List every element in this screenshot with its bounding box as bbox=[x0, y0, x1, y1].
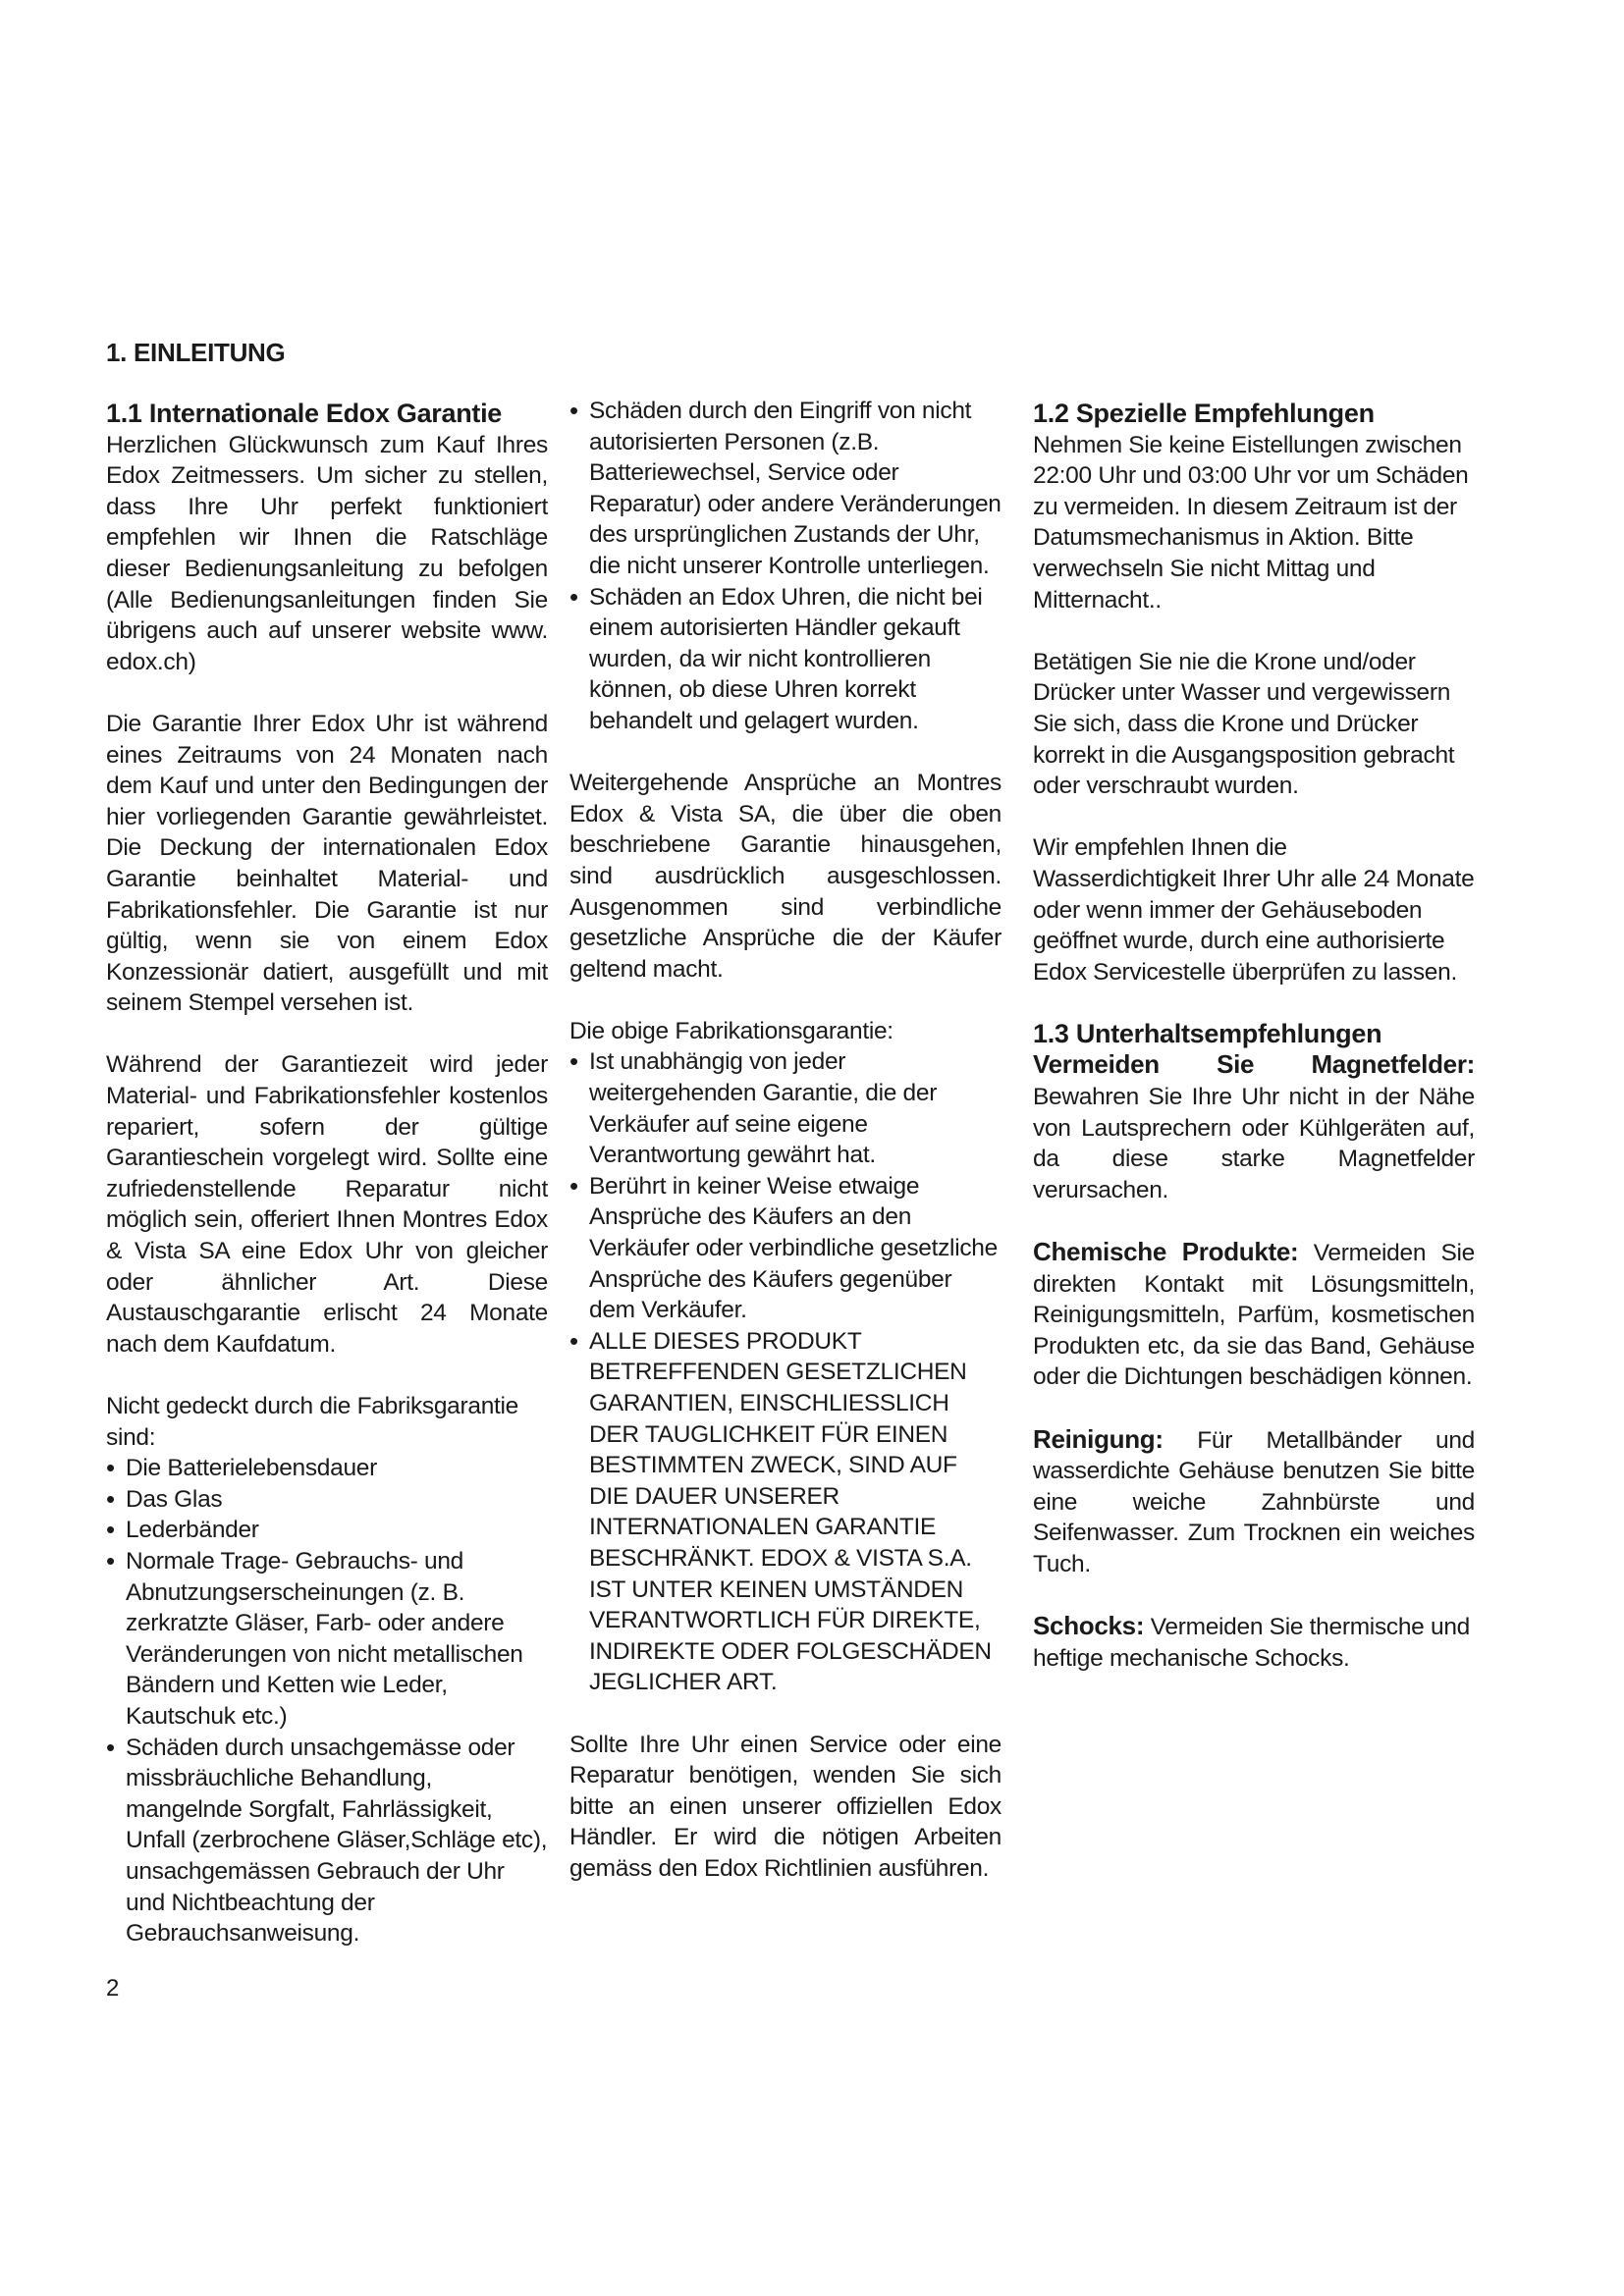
column-3 bbox=[1033, 399, 1475, 1674]
paragraph-water-resistance: Wir empfehlen Ihnen die Wasserdichtigkeit Ihrer Uhr alle 24 Monate oder wenn immer der Gehäuseboden geöffnet wurde, durch eine authorisierte Edox Servicestelle überprüfen zu lassen. bbox=[1033, 834, 1475, 986]
list-not-covered-continued bbox=[569, 396, 1001, 737]
section-title-recommendations: 1.2 Spezielle Empfehlungen bbox=[1033, 399, 1375, 428]
label-magnetic: Vermeiden Sie Magnetfelder: bbox=[1033, 1049, 1475, 1080]
list-item: • Ist unabhängig von jeder weitergehenden Garantie, die der Verkäufer auf seine eigene Verantwortung gewährt hat. bbox=[569, 1046, 1001, 1170]
list-item: • Lederbänder bbox=[106, 1515, 548, 1546]
paragraph-repair: Während der Garantiezeit wird jeder Material- und Fabrikationsfehler kostenlos repariert, sofern der gültige Garantieschein vorgelegt wird. Sollte eine zufriedenstellende Reparatur nicht möglich sein, offeriert Ihnen Montres Edox & Vista SA eine Edox Uhr von gleicher oder ähnlicher Art. Diese Austauschgarantie erlischt 24 Monate nach dem Kaufdatum. bbox=[106, 1051, 548, 1358]
text-magnetic: Bewahren Sie Ihre Uhr nicht in der Nähe von Lautsprechern oder Kühlgeräten auf, da diese starke Magnetfelder verursachen. bbox=[1033, 1084, 1475, 1203]
paragraph-shocks bbox=[1033, 1611, 1475, 1674]
label-chemical: Chemische Produkte: bbox=[1033, 1237, 1299, 1267]
paragraph-warranty-period: Die Garantie Ihrer Edox Uhr ist während eines Zeitraums von 24 Monaten nach dem Kauf und unter den Bedingungen der hier vorliegenden Garantie gewährleistet. Die Deckung der internationalen Edox Garantie beinhaltet Material- und Fabrikationsfehler. Die Garantie ist nur gültig, wenn sie von einem Edox Konzessionär datiert, ausgefüllt und mit seinem Stempel versehen ist. bbox=[106, 710, 548, 1017]
paragraph-service: Sollte Ihre Uhr einen Service oder eine Reparatur benötigen, wenden Sie sich bitte an einen unserer offiziellen Edox Händler. Er wird die nötigen Arbeiten gemäss den Edox Richtlinien ausführen. bbox=[569, 1731, 1001, 1882]
list-item: • Schäden durch den Eingriff von nicht autorisierten Personen (z.B. Batteriewechsel, Service oder Reparatur) oder andere Veränderungen des ursprünglichen Zustands der Uhr, die nicht unserer Kontrolle unterliegen. bbox=[569, 396, 1001, 582]
text-shocks: Vermeiden Sie thermische und heftige mechanische Schocks. bbox=[1033, 1614, 1470, 1672]
paragraph-cleaning bbox=[1033, 1424, 1475, 1580]
paragraph-guarantee-intro: Die obige Fabrikationsgarantie: bbox=[569, 1017, 893, 1044]
list-guarantee bbox=[569, 1046, 1001, 1697]
paragraph-chemical bbox=[1033, 1237, 1475, 1393]
list-item: • Schäden durch unsachgemässe oder missbräuchliche Behandlung, mangelnde Sorgfalt, Fahrlässigkeit, Unfall (zerbrochene Gläser,Schläge etc), unsachgemässen Gebrauch der Uhr und Nichtbeachtung der Gebrauchsanweisung. bbox=[106, 1733, 548, 1949]
label-cleaning: Reinigung: bbox=[1033, 1423, 1164, 1454]
column-1 bbox=[106, 399, 548, 1949]
list-item: • ALLE DIESES PRODUKT BETREFFENDEN GESETZLICHEN GARANTIEN, EINSCHLIESSLICH DER TAUGLICHKEIT FÜR EINEN BESTIMMTEN ZWECK, SIND AUF DIE DAUER UNSERER INTERNATIONALEN GARANTIE BESCHRÄNKT. EDOX & VISTA S.A. IST UNTER KEINEN UMSTÄNDEN VERANTWORTLICH FÜR DIREKTE, INDIREKTE ODER FOLGESCHÄDEN JEGLICHER ART. bbox=[569, 1326, 1001, 1698]
paragraph-settings: Nehmen Sie keine Eistellungen zwischen 22:00 Uhr und 03:00 Uhr vor um Schäden zu vermeiden. In diesem Zeitraum ist der Datumsmechanismus in Aktion. Bitte verwechseln Sie nicht Mittag und Mitternacht.. bbox=[1033, 431, 1469, 614]
paragraph-not-covered: Nicht gedeckt durch die Fabriksgarantie sind: bbox=[106, 1393, 518, 1451]
text-cleaning: Für Metallbänder und wasserdichte Gehäuse benutzen Sie bitte eine weiche Zahnbürste und Seifenwasser. Zum Trocknen ein weiches Tuch. bbox=[1033, 1426, 1475, 1577]
list-item: • Schäden an Edox Uhren, die nicht bei einem autorisierten Händler gekauft wurden, da wir nicht kontrollieren können, ob diese Uhren korrekt behandelt und gelagert wurden. bbox=[569, 582, 1001, 737]
page-heading: 1. EINLEITUNG bbox=[106, 338, 286, 367]
section-title-maintenance: 1.3 Unterhaltsempfehlungen bbox=[1033, 1018, 1382, 1048]
list-item: • Das Glas bbox=[106, 1484, 548, 1516]
paragraph-intro: Herzlichen Glückwunsch zum Kauf Ihres Edox Zeitmessers. Um sicher zu stellen, dass Ihre Uhr perfekt funktioniert empfehlen wir Ihnen die Ratschläge dieser Bedienungsanleitung zu befolgen (Alle Bedienungsanleitungen finden Sie übrigens auch auf unserer website www. edox.ch) bbox=[106, 431, 548, 675]
label-shocks: Schocks: bbox=[1033, 1611, 1145, 1641]
list-not-covered bbox=[106, 1453, 548, 1949]
list-item: • Normale Trage- Gebrauchs- und Abnutzungserscheinungen (z. B. zerkratzte Gläser, Farb- oder andere Veränderungen von nicht metallischen Bändern und Ketten wie Leder, Kautschuk etc.) bbox=[106, 1546, 548, 1733]
text-chemical: Vermeiden Sie direkten Kontakt mit Lösungsmitteln, Reinigungsmitteln, Parfüm, kosmetischen Produkten etc, da sie das Band, Gehäuse oder die Dichtungen beschädigen können. bbox=[1033, 1240, 1475, 1391]
paragraph-claims: Weitergehende Ansprüche an Montres Edox & Vista SA, die über die oben beschriebene Garantie hinausgehen, sind ausdrücklich ausgeschlossen. Ausgenommen sind verbindliche gesetzliche Ansprüche die der Käufer geltend macht. bbox=[569, 770, 1001, 983]
section-title-warranty: 1.1 Internationale Edox Garantie bbox=[106, 399, 503, 428]
list-item: • Die Batterielebensdauer bbox=[106, 1453, 548, 1484]
list-item: • Berührt in keiner Weise etwaige Ansprüche des Käufers an den Verkäufer oder verbindliche gesetzliche Ansprüche des Käufers gegenüber dem Verkäufer. bbox=[569, 1171, 1001, 1326]
paragraph-magnetic bbox=[1033, 1049, 1475, 1205]
page-number: 2 bbox=[106, 1975, 120, 2002]
column-2 bbox=[569, 396, 1001, 1885]
paragraph-crown: Betätigen Sie nie die Krone und/oder Drücker unter Wasser und vergewissern Sie sich, dass die Krone und Drücker korrekt in die Ausgangsposition gebracht oder verschraubt wurden. bbox=[1033, 648, 1455, 800]
